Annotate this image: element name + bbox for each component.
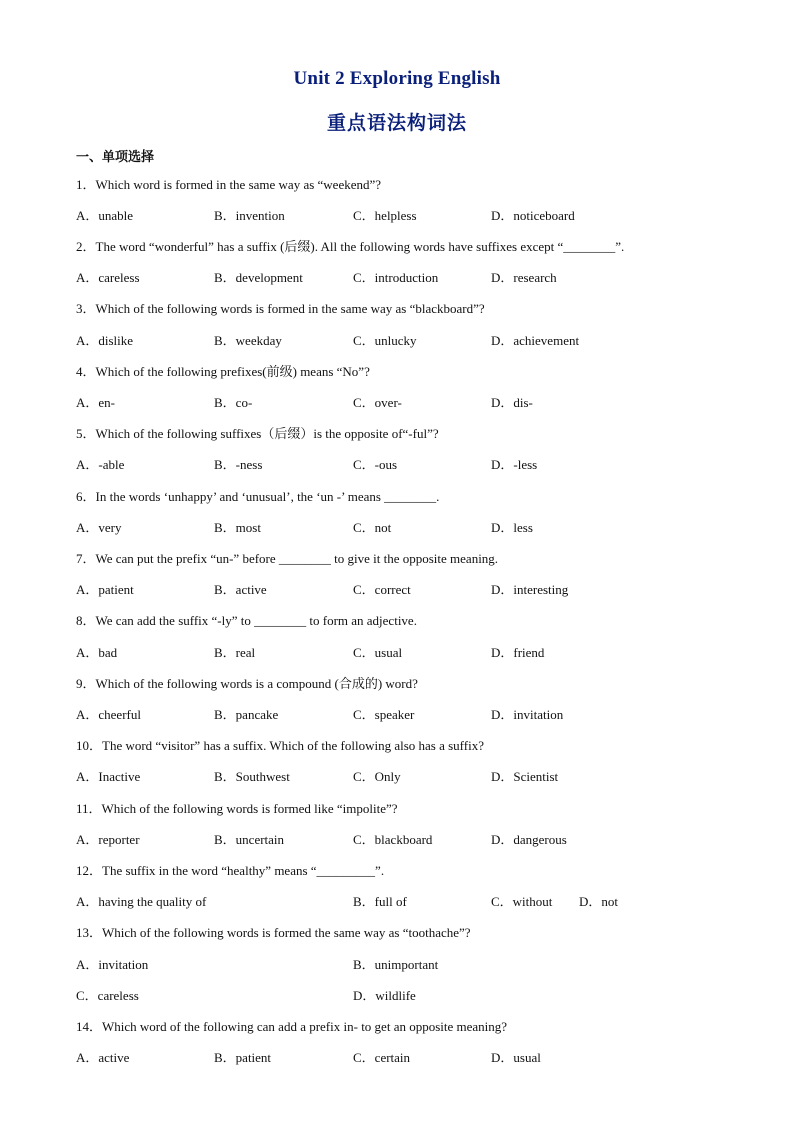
- answer-option: D．usual: [491, 1050, 541, 1065]
- answer-option: C．careless: [76, 988, 139, 1003]
- answer-option: A．having the quality of: [76, 894, 207, 909]
- answer-option: D．not: [579, 894, 619, 909]
- answer-option: A．dislike: [76, 333, 134, 348]
- answer-option: B．uncertain: [214, 832, 285, 847]
- answer-option: B．invention: [214, 208, 285, 223]
- answer-option: D．Scientist: [491, 769, 559, 784]
- answer-option: D．friend: [491, 645, 545, 660]
- section-heading: 一、单项选择: [76, 150, 155, 165]
- answer-option: A．active: [76, 1050, 130, 1065]
- answer-option: A．patient: [76, 582, 134, 597]
- answer-option: A．cheerful: [76, 707, 141, 722]
- question-stem: 11．Which of the following words is formed like “impolite”?: [76, 801, 398, 816]
- question-stem: 12．The suffix in the word “healthy” means “_________”.: [76, 863, 385, 878]
- question-stem: 2．The word “wonderful” has a suffix (后缀). All the following words have suffixes except “________”.: [76, 239, 625, 254]
- answer-option: A．Inactive: [76, 769, 141, 784]
- question-stem: 4．Which of the following prefixes(前级) means “No”?: [76, 364, 370, 379]
- answer-option: B．Southwest: [214, 769, 290, 784]
- answer-option: B．full of: [353, 894, 407, 909]
- answer-option: B．patient: [214, 1050, 272, 1065]
- answer-option: B．-ness: [214, 457, 263, 472]
- answer-option: B．pancake: [214, 707, 279, 722]
- answer-option: B．unimportant: [353, 957, 439, 972]
- answer-option: C．over-: [353, 395, 402, 410]
- answer-option: D．invitation: [491, 707, 564, 722]
- answer-option: C．certain: [353, 1050, 411, 1065]
- question-stem: 3．Which of the following words is formed in the same way as “blackboard”?: [76, 301, 485, 316]
- answer-option: D．research: [491, 270, 557, 285]
- answer-option: B．most: [214, 520, 261, 535]
- answer-option: D．dangerous: [491, 832, 567, 847]
- question-stem: 1．Which word is formed in the same way as “weekend”?: [76, 177, 382, 192]
- answer-option: D．interesting: [491, 582, 569, 597]
- answer-option: C．-ous: [353, 457, 398, 472]
- answer-option: C．introduction: [353, 270, 439, 285]
- answer-option: C．usual: [353, 645, 403, 660]
- answer-option: C．Only: [353, 769, 401, 784]
- answer-option: D．wildlife: [353, 988, 416, 1003]
- answer-option: A．bad: [76, 645, 118, 660]
- answer-option: A．careless: [76, 270, 140, 285]
- answer-option: A．-able: [76, 457, 125, 472]
- answer-option: C．without: [491, 894, 553, 909]
- document-title: Unit 2 Exploring English: [293, 68, 501, 89]
- answer-option: B．weekday: [214, 333, 282, 348]
- answer-option: A．very: [76, 520, 122, 535]
- answer-option: B．co-: [214, 395, 253, 410]
- answer-option: C．correct: [353, 582, 411, 597]
- answer-option: C．not: [353, 520, 392, 535]
- question-stem: 9．Which of the following words is a compound (合成的) word?: [76, 676, 418, 691]
- answer-option: A．invitation: [76, 957, 149, 972]
- answer-option: B．development: [214, 270, 303, 285]
- question-stem: 13．Which of the following words is formed the same way as “toothache”?: [76, 925, 471, 940]
- answer-option: B．active: [214, 582, 267, 597]
- answer-option: C．helpless: [353, 208, 417, 223]
- answer-option: A．reporter: [76, 832, 140, 847]
- question-stem: 6．In the words ‘unhappy’ and ‘unusual’, the ‘un -’ means ________.: [76, 489, 440, 504]
- answer-option: A．unable: [76, 208, 134, 223]
- question-stem: 7．We can put the prefix “un-” before ________ to give it the opposite meaning.: [76, 551, 499, 566]
- document-subtitle: 重点语法构词法: [326, 112, 467, 134]
- answer-option: D．less: [491, 520, 533, 535]
- question-stem: 8．We can add the suffix “-ly” to ________ to form an adjective.: [76, 613, 417, 628]
- answer-option: D．dis-: [491, 395, 533, 410]
- answer-option: C．speaker: [353, 707, 415, 722]
- answer-option: D．achievement: [491, 333, 580, 348]
- answer-option: C．blackboard: [353, 832, 433, 847]
- question-stem: 14．Which word of the following can add a prefix in- to get an opposite meaning?: [76, 1019, 508, 1034]
- answer-option: D．-less: [491, 457, 538, 472]
- answer-option: C．unlucky: [353, 333, 417, 348]
- answer-option: A．en-: [76, 395, 115, 410]
- question-stem: 10．The word “visitor” has a suffix. Which of the following also has a suffix?: [76, 738, 484, 753]
- question-stem: 5．Which of the following suffixes（后缀）is the opposite of“-ful”?: [76, 426, 439, 441]
- answer-option: B．real: [214, 645, 256, 660]
- answer-option: D．noticeboard: [491, 208, 575, 223]
